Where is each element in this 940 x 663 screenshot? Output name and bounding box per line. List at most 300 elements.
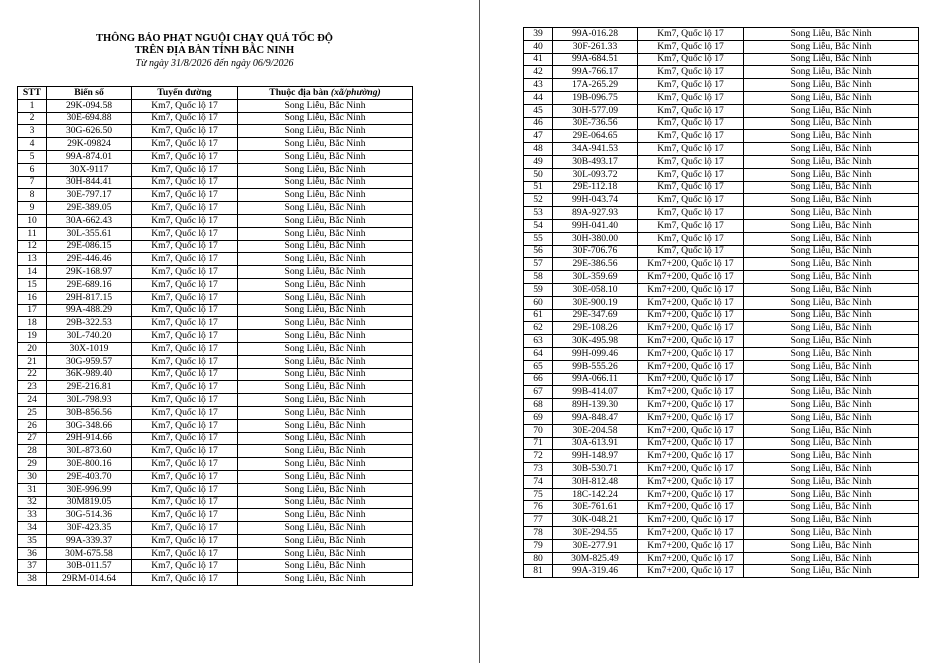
cell-plate: 29B-322.53 — [47, 317, 132, 330]
cell-plate: 30E-996.99 — [47, 483, 132, 496]
cell-route: Km7+200, Quốc lộ 17 — [638, 539, 744, 552]
cell-route: Km7, Quốc lộ 17 — [132, 419, 238, 432]
table-row — [524, 565, 919, 578]
cell-stt: 26 — [18, 419, 47, 432]
table-row — [524, 130, 919, 143]
table-row — [18, 163, 413, 176]
cell-plate: 29E-086.15 — [47, 240, 132, 253]
cell-area: Song Liễu, Bắc Ninh — [238, 240, 413, 253]
table-row — [18, 445, 413, 458]
cell-route: Km7, Quốc lộ 17 — [638, 91, 744, 104]
cell-plate: 30X-1019 — [47, 342, 132, 355]
table-row — [18, 560, 413, 573]
cell-stt: 3 — [18, 125, 47, 138]
cell-stt: 59 — [524, 283, 553, 296]
table-row — [18, 176, 413, 189]
cell-area: Song Liễu, Bắc Ninh — [744, 539, 919, 552]
cell-area: Song Liễu, Bắc Ninh — [744, 424, 919, 437]
cell-route: Km7, Quốc lộ 17 — [132, 342, 238, 355]
cell-route: Km7, Quốc lộ 17 — [132, 496, 238, 509]
cell-route: Km7, Quốc lộ 17 — [132, 368, 238, 381]
table-row — [524, 91, 919, 104]
cell-plate: 99B-555.26 — [553, 360, 638, 373]
cell-route: Km7, Quốc lộ 17 — [132, 509, 238, 522]
table-row — [524, 53, 919, 66]
cell-area: Song Liễu, Bắc Ninh — [238, 125, 413, 138]
table-row — [524, 488, 919, 501]
cell-stt: 18 — [18, 317, 47, 330]
cell-area: Song Liễu, Bắc Ninh — [238, 189, 413, 202]
cell-area: Song Liễu, Bắc Ninh — [238, 355, 413, 368]
cell-stt: 34 — [18, 522, 47, 535]
cell-area: Song Liễu, Bắc Ninh — [744, 309, 919, 322]
cell-route: Km7+200, Quốc lộ 17 — [638, 335, 744, 348]
cell-area: Song Liễu, Bắc Ninh — [744, 437, 919, 450]
cell-area: Song Liễu, Bắc Ninh — [238, 483, 413, 496]
cell-area: Song Liễu, Bắc Ninh — [238, 176, 413, 189]
table-row — [18, 330, 413, 343]
cell-stt: 64 — [524, 347, 553, 360]
cell-area: Song Liễu, Bắc Ninh — [744, 450, 919, 463]
table-row — [524, 104, 919, 117]
table-row — [524, 309, 919, 322]
cell-plate: 30E-761.61 — [553, 501, 638, 514]
cell-stt: 25 — [18, 406, 47, 419]
cell-stt: 80 — [524, 552, 553, 565]
cell-stt: 42 — [524, 66, 553, 79]
table-row — [524, 386, 919, 399]
cell-area: Song Liễu, Bắc Ninh — [238, 458, 413, 471]
cell-plate: 29K-09824 — [47, 138, 132, 151]
table-row — [18, 509, 413, 522]
cell-stt: 55 — [524, 232, 553, 245]
cell-route: Km7+200, Quốc lộ 17 — [638, 296, 744, 309]
cell-stt: 61 — [524, 309, 553, 322]
cell-route: Km7, Quốc lộ 17 — [132, 214, 238, 227]
table-row — [18, 406, 413, 419]
table-row — [524, 437, 919, 450]
cell-plate: 30E-294.55 — [553, 527, 638, 540]
cell-area: Song Liễu, Bắc Ninh — [238, 163, 413, 176]
cell-plate: 29E-112.18 — [553, 181, 638, 194]
table-row — [524, 168, 919, 181]
cell-plate: 30E-058.10 — [553, 283, 638, 296]
cell-stt: 63 — [524, 335, 553, 348]
cell-stt: 23 — [18, 381, 47, 394]
cell-plate: 30H-812.48 — [553, 475, 638, 488]
cell-area: Song Liễu, Bắc Ninh — [744, 271, 919, 284]
cell-plate: 99A-848.47 — [553, 411, 638, 424]
cell-area: Song Liễu, Bắc Ninh — [744, 40, 919, 53]
table-row — [524, 450, 919, 463]
cell-route: Km7, Quốc lộ 17 — [132, 99, 238, 112]
cell-plate: 30B-856.56 — [47, 406, 132, 419]
table-row — [18, 266, 413, 279]
cell-plate: 30F-423.35 — [47, 522, 132, 535]
table-row — [18, 278, 413, 291]
table-row — [18, 355, 413, 368]
cell-stt: 46 — [524, 117, 553, 130]
cell-area: Song Liễu, Bắc Ninh — [744, 232, 919, 245]
cell-plate: 30E-800.16 — [47, 458, 132, 471]
cell-stt: 57 — [524, 258, 553, 271]
cell-route: Km7, Quốc lộ 17 — [132, 202, 238, 215]
cell-stt: 22 — [18, 368, 47, 381]
cell-stt: 14 — [18, 266, 47, 279]
cell-plate: 29E-064.65 — [553, 130, 638, 143]
table-row — [524, 181, 919, 194]
cell-plate: 99H-148.97 — [553, 450, 638, 463]
cell-stt: 75 — [524, 488, 553, 501]
cell-area: Song Liễu, Bắc Ninh — [238, 522, 413, 535]
cell-route: Km7, Quốc lộ 17 — [638, 66, 744, 79]
cell-area: Song Liễu, Bắc Ninh — [238, 138, 413, 151]
cell-area: Song Liễu, Bắc Ninh — [238, 573, 413, 586]
table-row — [524, 79, 919, 92]
cell-area: Song Liễu, Bắc Ninh — [238, 342, 413, 355]
cell-area: Song Liễu, Bắc Ninh — [744, 322, 919, 335]
cell-plate: 30H-380.00 — [553, 232, 638, 245]
cell-stt: 21 — [18, 355, 47, 368]
cell-route: Km7, Quốc lộ 17 — [132, 189, 238, 202]
cell-area: Song Liễu, Bắc Ninh — [238, 394, 413, 407]
cell-stt: 9 — [18, 202, 47, 215]
cell-plate: 30B-011.57 — [47, 560, 132, 573]
cell-area: Song Liễu, Bắc Ninh — [744, 181, 919, 194]
cell-route: Km7, Quốc lộ 17 — [132, 138, 238, 151]
cell-route: Km7, Quốc lộ 17 — [132, 432, 238, 445]
cell-plate: 30B-530.71 — [553, 463, 638, 476]
cell-plate: 99H-099.46 — [553, 347, 638, 360]
cell-stt: 81 — [524, 565, 553, 578]
cell-plate: 30E-204.58 — [553, 424, 638, 437]
cell-stt: 24 — [18, 394, 47, 407]
table-row — [524, 373, 919, 386]
cell-route: Km7, Quốc lộ 17 — [132, 240, 238, 253]
cell-route: Km7, Quốc lộ 17 — [132, 381, 238, 394]
cell-area: Song Liễu, Bắc Ninh — [744, 463, 919, 476]
cell-stt: 13 — [18, 253, 47, 266]
cell-area: Song Liễu, Bắc Ninh — [744, 373, 919, 386]
cell-route: Km7, Quốc lộ 17 — [132, 355, 238, 368]
cell-area: Song Liễu, Bắc Ninh — [744, 117, 919, 130]
violations-table-left — [17, 86, 413, 586]
cell-area: Song Liễu, Bắc Ninh — [744, 399, 919, 412]
cell-plate: 30A-613.91 — [553, 437, 638, 450]
cell-stt: 65 — [524, 360, 553, 373]
cell-route: Km7, Quốc lộ 17 — [132, 317, 238, 330]
cell-area: Song Liễu, Bắc Ninh — [238, 419, 413, 432]
table-row — [18, 342, 413, 355]
cell-plate: 30L-355.61 — [47, 227, 132, 240]
cell-area: Song Liễu, Bắc Ninh — [744, 335, 919, 348]
table-row — [524, 552, 919, 565]
cell-route: Km7+200, Quốc lộ 17 — [638, 360, 744, 373]
table-row — [524, 232, 919, 245]
cell-route: Km7+200, Quốc lộ 17 — [638, 475, 744, 488]
document-subtitle: TRÊN ĐỊA BÀN TỈNH BẮC NINH — [134, 45, 295, 56]
cell-area: Song Liễu, Bắc Ninh — [744, 66, 919, 79]
table-row — [18, 99, 413, 112]
cell-area: Song Liễu, Bắc Ninh — [744, 514, 919, 527]
cell-plate: 36K-989.40 — [47, 368, 132, 381]
cell-area: Song Liễu, Bắc Ninh — [744, 527, 919, 540]
cell-stt: 11 — [18, 227, 47, 240]
cell-plate: 89H-139.30 — [553, 399, 638, 412]
cell-plate: 29E-386.56 — [553, 258, 638, 271]
cell-route: Km7, Quốc lộ 17 — [132, 406, 238, 419]
cell-route: Km7, Quốc lộ 17 — [638, 130, 744, 143]
cell-route: Km7, Quốc lộ 17 — [132, 227, 238, 240]
cell-route: Km7, Quốc lộ 17 — [132, 445, 238, 458]
cell-stt: 36 — [18, 547, 47, 560]
cell-area: Song Liễu, Bắc Ninh — [238, 432, 413, 445]
cell-plate: 29H-817.15 — [47, 291, 132, 304]
cell-area: Song Liễu, Bắc Ninh — [238, 547, 413, 560]
table-row — [524, 194, 919, 207]
cell-plate: 30M819.05 — [47, 496, 132, 509]
cell-plate: 30G-348.66 — [47, 419, 132, 432]
table-row — [524, 335, 919, 348]
cell-route: Km7, Quốc lộ 17 — [132, 150, 238, 163]
table-row — [524, 514, 919, 527]
cell-plate: 29E-403.70 — [47, 470, 132, 483]
table-row — [524, 28, 919, 41]
cell-route: Km7, Quốc lộ 17 — [638, 155, 744, 168]
cell-route: Km7, Quốc lộ 17 — [132, 458, 238, 471]
cell-stt: 30 — [18, 470, 47, 483]
table-row — [524, 66, 919, 79]
cell-stt: 38 — [18, 573, 47, 586]
cell-stt: 70 — [524, 424, 553, 437]
cell-plate: 30L-798.93 — [47, 394, 132, 407]
cell-plate: 30E-900.19 — [553, 296, 638, 309]
cell-route: Km7, Quốc lộ 17 — [638, 181, 744, 194]
cell-route: Km7, Quốc lộ 17 — [638, 219, 744, 232]
col-area-header-main: Thuộc địa bàn — [269, 86, 331, 98]
cell-area: Song Liễu, Bắc Ninh — [744, 501, 919, 514]
col-stt-header: STT — [18, 87, 47, 100]
cell-area: Song Liễu, Bắc Ninh — [238, 406, 413, 419]
cell-stt: 43 — [524, 79, 553, 92]
table-row — [524, 347, 919, 360]
cell-plate: 29E-446.46 — [47, 253, 132, 266]
table-row — [18, 496, 413, 509]
violations-table-right — [523, 27, 919, 578]
cell-plate: 30K-048.21 — [553, 514, 638, 527]
cell-area: Song Liễu, Bắc Ninh — [744, 53, 919, 66]
document-title: THÔNG BÁO PHẠT NGUỘI CHẠY QUÁ TỐC ĐỘ — [96, 33, 333, 44]
table-row — [524, 117, 919, 130]
cell-plate: 30E-277.91 — [553, 539, 638, 552]
cell-plate: 29E-689.16 — [47, 278, 132, 291]
cell-plate: 30F-706.76 — [553, 245, 638, 258]
cell-area: Song Liễu, Bắc Ninh — [744, 155, 919, 168]
cell-route: Km7, Quốc lộ 17 — [638, 40, 744, 53]
table-row — [18, 534, 413, 547]
table-row — [524, 411, 919, 424]
cell-route: Km7+200, Quốc lộ 17 — [638, 373, 744, 386]
cell-route: Km7+200, Quốc lộ 17 — [638, 463, 744, 476]
table-row — [524, 143, 919, 156]
cell-stt: 50 — [524, 168, 553, 181]
cell-stt: 73 — [524, 463, 553, 476]
cell-route: Km7+200, Quốc lộ 17 — [638, 322, 744, 335]
table-row — [524, 463, 919, 476]
cell-stt: 8 — [18, 189, 47, 202]
cell-plate: 17A-265.29 — [553, 79, 638, 92]
cell-plate: 99A-066.11 — [553, 373, 638, 386]
cell-plate: 18C-142.24 — [553, 488, 638, 501]
cell-route: Km7, Quốc lộ 17 — [638, 207, 744, 220]
cell-area: Song Liễu, Bắc Ninh — [238, 470, 413, 483]
cell-route: Km7+200, Quốc lộ 17 — [638, 258, 744, 271]
cell-route: Km7, Quốc lộ 17 — [132, 291, 238, 304]
table-header-row — [18, 87, 413, 100]
cell-route: Km7+200, Quốc lộ 17 — [638, 424, 744, 437]
table-row — [18, 112, 413, 125]
cell-route: Km7+200, Quốc lộ 17 — [638, 283, 744, 296]
cell-plate: 99A-488.29 — [47, 304, 132, 317]
cell-route: Km7, Quốc lộ 17 — [638, 104, 744, 117]
cell-stt: 54 — [524, 219, 553, 232]
cell-area: Song Liễu, Bắc Ninh — [744, 104, 919, 117]
cell-area: Song Liễu, Bắc Ninh — [744, 207, 919, 220]
cell-area: Song Liễu, Bắc Ninh — [744, 258, 919, 271]
cell-plate: 29RM-014.64 — [47, 573, 132, 586]
cell-stt: 2 — [18, 112, 47, 125]
cell-plate: 30E-694.88 — [47, 112, 132, 125]
cell-plate: 29K-094.58 — [47, 99, 132, 112]
table-row — [524, 399, 919, 412]
cell-route: Km7+200, Quốc lộ 17 — [638, 488, 744, 501]
page-divider — [479, 0, 480, 663]
cell-area: Song Liễu, Bắc Ninh — [744, 91, 919, 104]
cell-route: Km7, Quốc lộ 17 — [132, 534, 238, 547]
cell-stt: 37 — [18, 560, 47, 573]
cell-route: Km7+200, Quốc lộ 17 — [638, 386, 744, 399]
cell-route: Km7+200, Quốc lộ 17 — [638, 271, 744, 284]
cell-stt: 62 — [524, 322, 553, 335]
cell-stt: 60 — [524, 296, 553, 309]
cell-stt: 40 — [524, 40, 553, 53]
cell-plate: 30L-873.60 — [47, 445, 132, 458]
cell-area: Song Liễu, Bắc Ninh — [744, 360, 919, 373]
cell-stt: 31 — [18, 483, 47, 496]
cell-route: Km7, Quốc lộ 17 — [132, 394, 238, 407]
cell-route: Km7, Quốc lộ 17 — [132, 278, 238, 291]
cell-plate: 30A-662.43 — [47, 214, 132, 227]
cell-area: Song Liễu, Bắc Ninh — [238, 445, 413, 458]
cell-area: Song Liễu, Bắc Ninh — [744, 143, 919, 156]
cell-route: Km7, Quốc lộ 17 — [132, 266, 238, 279]
cell-plate: 29K-168.97 — [47, 266, 132, 279]
cell-area: Song Liễu, Bắc Ninh — [238, 99, 413, 112]
cell-area: Song Liễu, Bắc Ninh — [238, 227, 413, 240]
cell-route: Km7, Quốc lộ 17 — [132, 176, 238, 189]
cell-plate: 30F-261.33 — [553, 40, 638, 53]
cell-stt: 77 — [524, 514, 553, 527]
cell-route: Km7+200, Quốc lộ 17 — [638, 514, 744, 527]
cell-route: Km7+200, Quốc lộ 17 — [638, 501, 744, 514]
table-row — [18, 573, 413, 586]
cell-stt: 52 — [524, 194, 553, 207]
cell-route: Km7, Quốc lộ 17 — [132, 304, 238, 317]
cell-area: Song Liễu, Bắc Ninh — [238, 112, 413, 125]
cell-plate: 30M-675.58 — [47, 547, 132, 560]
cell-plate: 99A-319.46 — [553, 565, 638, 578]
cell-route: Km7, Quốc lộ 17 — [638, 79, 744, 92]
cell-route: Km7, Quốc lộ 17 — [132, 573, 238, 586]
cell-area: Song Liễu, Bắc Ninh — [744, 347, 919, 360]
cell-plate: 89A-927.93 — [553, 207, 638, 220]
cell-stt: 16 — [18, 291, 47, 304]
cell-route: Km7+200, Quốc lộ 17 — [638, 527, 744, 540]
cell-area: Song Liễu, Bắc Ninh — [744, 283, 919, 296]
table-row — [524, 271, 919, 284]
cell-route: Km7, Quốc lộ 17 — [638, 245, 744, 258]
cell-stt: 51 — [524, 181, 553, 194]
cell-stt: 10 — [18, 214, 47, 227]
cell-area: Song Liễu, Bắc Ninh — [238, 534, 413, 547]
cell-plate: 30X-9117 — [47, 163, 132, 176]
cell-stt: 35 — [18, 534, 47, 547]
cell-plate: 30M-825.49 — [553, 552, 638, 565]
table-row — [524, 219, 919, 232]
cell-stt: 66 — [524, 373, 553, 386]
cell-area: Song Liễu, Bắc Ninh — [744, 28, 919, 41]
cell-area: Song Liễu, Bắc Ninh — [744, 130, 919, 143]
cell-route: Km7+200, Quốc lộ 17 — [638, 411, 744, 424]
cell-stt: 7 — [18, 176, 47, 189]
cell-plate: 99A-874.01 — [47, 150, 132, 163]
cell-stt: 41 — [524, 53, 553, 66]
table-row — [524, 360, 919, 373]
cell-plate: 99A-339.37 — [47, 534, 132, 547]
cell-stt: 72 — [524, 450, 553, 463]
cell-plate: 30H-577.09 — [553, 104, 638, 117]
cell-plate: 99H-041.40 — [553, 219, 638, 232]
cell-stt: 17 — [18, 304, 47, 317]
cell-area: Song Liễu, Bắc Ninh — [238, 304, 413, 317]
cell-area: Song Liễu, Bắc Ninh — [744, 386, 919, 399]
cell-route: Km7, Quốc lộ 17 — [132, 253, 238, 266]
cell-stt: 53 — [524, 207, 553, 220]
cell-route: Km7, Quốc lộ 17 — [132, 483, 238, 496]
table-row — [524, 283, 919, 296]
cell-route: Km7+200, Quốc lộ 17 — [638, 565, 744, 578]
table-row — [524, 258, 919, 271]
cell-area: Song Liễu, Bắc Ninh — [238, 253, 413, 266]
table-row — [524, 296, 919, 309]
col-area-header-italic: (xã/phường) — [330, 86, 381, 98]
cell-route: Km7, Quốc lộ 17 — [638, 143, 744, 156]
cell-area: Song Liễu, Bắc Ninh — [238, 291, 413, 304]
cell-area: Song Liễu, Bắc Ninh — [238, 509, 413, 522]
col-area-header — [238, 87, 413, 100]
table-row — [18, 419, 413, 432]
cell-route: Km7+200, Quốc lộ 17 — [638, 552, 744, 565]
cell-plate: 99A-016.28 — [553, 28, 638, 41]
table-row — [18, 304, 413, 317]
table-row — [18, 202, 413, 215]
cell-stt: 15 — [18, 278, 47, 291]
table-row — [18, 483, 413, 496]
table-row — [18, 522, 413, 535]
table-row — [18, 547, 413, 560]
cell-stt: 28 — [18, 445, 47, 458]
table-row — [524, 245, 919, 258]
